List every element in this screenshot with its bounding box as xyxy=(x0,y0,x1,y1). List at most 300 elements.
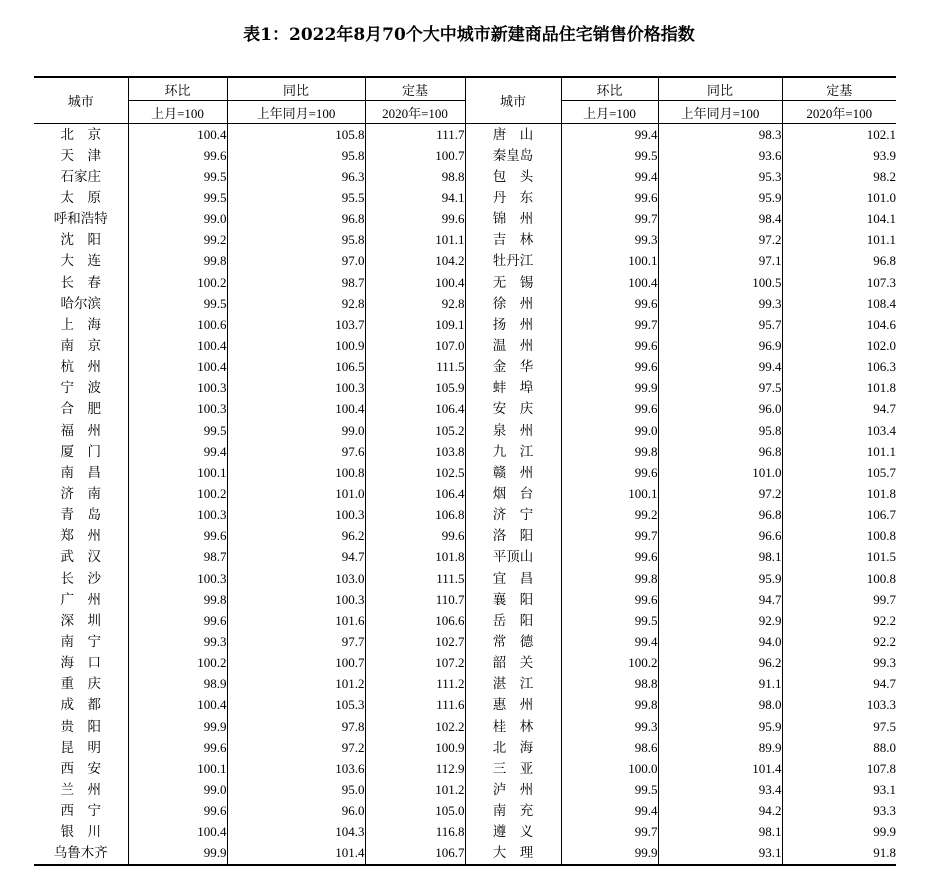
mom-value: 99.4 xyxy=(128,441,227,462)
city-name: 海 口 xyxy=(60,655,101,672)
mom-value: 100.1 xyxy=(561,251,658,272)
city-name: 九 江 xyxy=(465,441,561,462)
table-row xyxy=(34,166,896,187)
fixed-base-value: 92.8 xyxy=(365,293,465,314)
mom-value: 99.5 xyxy=(128,420,227,441)
yoy-value: 98.1 xyxy=(658,547,782,568)
mom-value: 99.6 xyxy=(561,293,658,314)
fixed-base-value: 104.1 xyxy=(782,209,896,230)
yoy-value: 99.3 xyxy=(658,293,782,314)
yoy-value: 96.2 xyxy=(227,526,365,547)
mom-value: 99.9 xyxy=(561,378,658,399)
mom-value: 99.8 xyxy=(561,568,658,589)
mom-value: 99.7 xyxy=(561,526,658,547)
yoy-value: 95.0 xyxy=(227,779,365,800)
fixed-base-value: 99.3 xyxy=(782,653,896,674)
fixed-base-value: 94.7 xyxy=(782,399,896,420)
yoy-value: 92.8 xyxy=(227,293,365,314)
city-name: 乌鲁木齐 xyxy=(34,843,128,865)
mom-value: 99.6 xyxy=(561,547,658,568)
table-row xyxy=(34,335,896,356)
city-name: 唐 山 xyxy=(465,124,561,146)
yoy-value: 104.3 xyxy=(227,822,365,843)
mom-value: 100.2 xyxy=(128,483,227,504)
table-row xyxy=(34,441,896,462)
mom-value: 100.2 xyxy=(128,653,227,674)
yoy-value: 96.8 xyxy=(658,441,782,462)
table-row xyxy=(34,378,896,399)
table-row xyxy=(34,272,896,293)
mom-value: 99.6 xyxy=(561,399,658,420)
city-name: 桂 林 xyxy=(465,716,561,737)
table-row xyxy=(34,758,896,779)
yoy-value: 96.6 xyxy=(658,526,782,547)
yoy-value: 101.0 xyxy=(658,462,782,483)
fixed-base-value: 92.2 xyxy=(782,631,896,652)
table-row xyxy=(34,124,896,146)
city-name: 青 岛 xyxy=(60,507,101,524)
city-name: 沈 阳 xyxy=(60,232,101,249)
city-name: 岳 阳 xyxy=(465,610,561,631)
yoy-value: 101.2 xyxy=(227,674,365,695)
mom-value: 99.7 xyxy=(561,209,658,230)
city-name: 丹 东 xyxy=(465,187,561,208)
mom-value: 100.3 xyxy=(128,505,227,526)
city-name: 吉 林 xyxy=(465,230,561,251)
yoy-value: 100.9 xyxy=(227,335,365,356)
city-name: 泸 州 xyxy=(465,779,561,800)
fixed-base-value: 106.3 xyxy=(782,357,896,378)
fixed-base-value: 88.0 xyxy=(782,737,896,758)
yoy-value: 97.2 xyxy=(227,737,365,758)
mom-value: 100.1 xyxy=(128,462,227,483)
mom-base-label: 上月=100 xyxy=(561,101,658,124)
fixed-base-value: 111.2 xyxy=(365,674,465,695)
fixed-base-label: 2020年=100 xyxy=(782,101,896,124)
mom-value: 99.4 xyxy=(561,166,658,187)
city-name: 济 南 xyxy=(60,485,101,502)
fixed-base-value: 101.1 xyxy=(782,230,896,251)
city-name: 深 圳 xyxy=(60,612,101,629)
mom-value: 99.6 xyxy=(561,335,658,356)
city-name: 天 津 xyxy=(60,147,101,164)
city-name: 福 州 xyxy=(60,422,101,439)
city-name: 秦皇岛 xyxy=(465,145,561,166)
city-name: 包 头 xyxy=(465,166,561,187)
yoy-value: 95.5 xyxy=(227,187,365,208)
yoy-value: 103.6 xyxy=(227,758,365,779)
table-row xyxy=(34,631,896,652)
yoy-value: 92.9 xyxy=(658,610,782,631)
mom-value: 99.5 xyxy=(561,610,658,631)
mom-value: 99.6 xyxy=(561,357,658,378)
fixed-base-value: 101.2 xyxy=(365,779,465,800)
fixed-base-value: 105.9 xyxy=(365,378,465,399)
yoy-value: 93.1 xyxy=(658,843,782,865)
fixed-base-label: 2020年=100 xyxy=(365,101,465,124)
yoy-value: 95.8 xyxy=(658,420,782,441)
mom-value: 99.8 xyxy=(561,441,658,462)
fixed-base-value: 106.4 xyxy=(365,399,465,420)
mom-value: 99.6 xyxy=(128,737,227,758)
city-name: 锦 州 xyxy=(465,209,561,230)
fixed-base-value: 106.7 xyxy=(782,505,896,526)
city-name: 北 京 xyxy=(60,126,101,143)
table-row xyxy=(34,568,896,589)
table-row xyxy=(34,187,896,208)
mom-value: 98.6 xyxy=(561,737,658,758)
mom-value: 99.7 xyxy=(561,314,658,335)
mom-value: 100.2 xyxy=(128,272,227,293)
yoy-value: 103.0 xyxy=(227,568,365,589)
yoy-value: 100.8 xyxy=(227,462,365,483)
table-row xyxy=(34,230,896,251)
yoy-value: 94.0 xyxy=(658,631,782,652)
table-row xyxy=(34,314,896,335)
fixed-base-value: 110.7 xyxy=(365,589,465,610)
yoy-value: 95.8 xyxy=(227,145,365,166)
fixed-base-value: 92.2 xyxy=(782,610,896,631)
fixed-base-value: 116.8 xyxy=(365,822,465,843)
yoy-value: 95.9 xyxy=(658,187,782,208)
yoy-value: 105.3 xyxy=(227,695,365,716)
yoy-base-label: 上年同月=100 xyxy=(227,101,365,124)
city-name: 南 充 xyxy=(465,801,561,822)
yoy-value: 100.7 xyxy=(227,653,365,674)
mom-value: 99.9 xyxy=(561,843,658,865)
fixed-base-value: 103.4 xyxy=(782,420,896,441)
mom-value: 99.3 xyxy=(128,631,227,652)
yoy-value: 96.8 xyxy=(227,209,365,230)
fixed-base-value: 107.8 xyxy=(782,758,896,779)
yoy-value: 99.4 xyxy=(658,357,782,378)
mom-value: 98.8 xyxy=(561,674,658,695)
fixed-base-value: 93.3 xyxy=(782,801,896,822)
city-name: 昆 明 xyxy=(60,739,101,756)
yoy-value: 91.1 xyxy=(658,674,782,695)
mom-value: 99.6 xyxy=(128,526,227,547)
fixed-base-value: 102.1 xyxy=(782,124,896,146)
fixed-base-value: 111.5 xyxy=(365,568,465,589)
yoy-value: 94.7 xyxy=(658,589,782,610)
city-name: 合 肥 xyxy=(60,401,101,418)
table-row xyxy=(34,822,896,843)
fixed-base-value: 96.8 xyxy=(782,251,896,272)
table-row xyxy=(34,695,896,716)
mom-value: 99.6 xyxy=(128,801,227,822)
fixed-base-value: 99.9 xyxy=(782,822,896,843)
mom-value: 99.0 xyxy=(128,209,227,230)
yoy-value: 95.9 xyxy=(658,716,782,737)
city-name: 上 海 xyxy=(60,316,101,333)
fixed-base-value: 111.6 xyxy=(365,695,465,716)
table-row xyxy=(34,547,896,568)
mom-value: 99.5 xyxy=(128,293,227,314)
fixed-base-value: 101.8 xyxy=(365,547,465,568)
table-row xyxy=(34,399,896,420)
city-name: 韶 关 xyxy=(465,653,561,674)
mom-value: 99.6 xyxy=(561,462,658,483)
yoy-value: 100.3 xyxy=(227,505,365,526)
fixed-base-value: 111.7 xyxy=(365,124,465,146)
yoy-value: 96.2 xyxy=(658,653,782,674)
city-name: 哈尔滨 xyxy=(60,295,101,312)
city-name: 惠 州 xyxy=(465,695,561,716)
city-name: 兰 州 xyxy=(60,781,101,798)
yoy-value: 97.5 xyxy=(658,378,782,399)
city-name: 济 宁 xyxy=(465,505,561,526)
fixed-base-value: 101.0 xyxy=(782,187,896,208)
price-index-table xyxy=(34,76,896,866)
fixed-base-value: 100.7 xyxy=(365,145,465,166)
mom-value: 100.1 xyxy=(128,758,227,779)
city-name: 徐 州 xyxy=(465,293,561,314)
mom-value: 100.2 xyxy=(561,653,658,674)
fixed-base-value: 108.4 xyxy=(782,293,896,314)
city-name: 南 宁 xyxy=(60,633,101,650)
city-name: 宜 昌 xyxy=(465,568,561,589)
fixed-base-value: 104.6 xyxy=(782,314,896,335)
fixed-base-value: 101.1 xyxy=(365,230,465,251)
fixed-base-value: 112.9 xyxy=(365,758,465,779)
mom-value: 99.6 xyxy=(561,187,658,208)
city-name: 北 海 xyxy=(465,737,561,758)
fixed-base-value: 93.9 xyxy=(782,145,896,166)
mom-value: 99.5 xyxy=(128,187,227,208)
mom-value: 99.8 xyxy=(561,695,658,716)
mom-value: 100.3 xyxy=(128,378,227,399)
mom-value: 99.3 xyxy=(561,230,658,251)
yoy-value: 98.0 xyxy=(658,695,782,716)
city-name: 西 安 xyxy=(60,760,101,777)
fixed-base-value: 106.7 xyxy=(365,843,465,865)
table-row xyxy=(34,674,896,695)
yoy-value: 101.4 xyxy=(227,843,365,865)
city-name: 安 庆 xyxy=(465,399,561,420)
city-name: 石家庄 xyxy=(60,168,101,185)
city-name: 扬 州 xyxy=(465,314,561,335)
mom-value: 99.0 xyxy=(561,420,658,441)
mom-column-header: 环比 xyxy=(128,77,227,101)
fixed-base-value: 101.1 xyxy=(782,441,896,462)
fixed-base-value: 99.6 xyxy=(365,526,465,547)
yoy-value: 93.6 xyxy=(658,145,782,166)
fixed-base-value: 103.3 xyxy=(782,695,896,716)
mom-value: 98.7 xyxy=(128,547,227,568)
yoy-value: 97.0 xyxy=(227,251,365,272)
mom-value: 99.9 xyxy=(128,843,227,865)
fixed-base-value: 105.7 xyxy=(782,462,896,483)
yoy-value: 95.3 xyxy=(658,166,782,187)
city-name: 常 德 xyxy=(465,631,561,652)
fixed-base-value: 101.8 xyxy=(782,378,896,399)
fixed-base-value: 107.0 xyxy=(365,335,465,356)
mom-value: 99.9 xyxy=(128,716,227,737)
fixed-base-value: 101.5 xyxy=(782,547,896,568)
yoy-value: 96.9 xyxy=(658,335,782,356)
yoy-value: 95.7 xyxy=(658,314,782,335)
mom-value: 100.0 xyxy=(561,758,658,779)
city-name: 长 沙 xyxy=(60,570,101,587)
mom-value: 100.3 xyxy=(128,399,227,420)
table-row xyxy=(34,145,896,166)
table-row xyxy=(34,357,896,378)
table-row xyxy=(34,209,896,230)
yoy-value: 94.2 xyxy=(658,801,782,822)
fixed-base-value: 111.5 xyxy=(365,357,465,378)
city-name: 牡丹江 xyxy=(465,251,561,272)
table-title: 表1：2022年8月70个大中城市新建商品住宅销售价格指数 xyxy=(243,25,695,45)
mom-value: 100.4 xyxy=(128,357,227,378)
city-name: 成 都 xyxy=(60,697,101,714)
yoy-value: 101.4 xyxy=(658,758,782,779)
mom-value: 100.4 xyxy=(128,124,227,146)
yoy-value: 100.3 xyxy=(227,589,365,610)
table-row xyxy=(34,251,896,272)
mom-value: 99.7 xyxy=(561,822,658,843)
fixed-base-column-header: 定基 xyxy=(782,77,896,101)
table-row xyxy=(34,505,896,526)
city-name: 厦 门 xyxy=(60,443,101,460)
mom-value: 99.5 xyxy=(561,145,658,166)
yoy-value: 95.9 xyxy=(658,568,782,589)
mom-value: 100.6 xyxy=(128,314,227,335)
city-name: 大 理 xyxy=(465,843,561,865)
city-name: 金 华 xyxy=(465,357,561,378)
yoy-value: 97.2 xyxy=(658,483,782,504)
city-name: 长 春 xyxy=(60,274,101,291)
mom-value: 100.4 xyxy=(128,822,227,843)
fixed-base-value: 91.8 xyxy=(782,843,896,865)
table-row xyxy=(34,801,896,822)
yoy-column-header: 同比 xyxy=(658,77,782,101)
city-name: 广 州 xyxy=(60,591,101,608)
fixed-base-value: 102.0 xyxy=(782,335,896,356)
fixed-base-value: 94.1 xyxy=(365,187,465,208)
mom-value: 99.4 xyxy=(561,124,658,146)
yoy-value: 98.4 xyxy=(658,209,782,230)
table-row xyxy=(34,526,896,547)
city-name: 宁 波 xyxy=(60,380,101,397)
mom-value: 100.4 xyxy=(128,695,227,716)
yoy-value: 100.3 xyxy=(227,378,365,399)
yoy-column-header: 同比 xyxy=(227,77,365,101)
table-row xyxy=(34,589,896,610)
fixed-base-value: 99.6 xyxy=(365,209,465,230)
fixed-base-value: 100.8 xyxy=(782,568,896,589)
mom-value: 99.4 xyxy=(561,801,658,822)
yoy-base-label: 上年同月=100 xyxy=(658,101,782,124)
fixed-base-value: 104.2 xyxy=(365,251,465,272)
city-name: 襄 阳 xyxy=(465,589,561,610)
yoy-value: 103.7 xyxy=(227,314,365,335)
city-column-header: 城市 xyxy=(465,77,561,124)
fixed-base-value: 103.8 xyxy=(365,441,465,462)
table-row xyxy=(34,843,896,865)
city-name: 郑 州 xyxy=(60,528,101,545)
table-row xyxy=(34,462,896,483)
fixed-base-value: 102.7 xyxy=(365,631,465,652)
yoy-value: 96.0 xyxy=(227,801,365,822)
table-row xyxy=(34,420,896,441)
fixed-base-value: 100.9 xyxy=(365,737,465,758)
mom-value: 99.2 xyxy=(561,505,658,526)
mom-value: 100.4 xyxy=(561,272,658,293)
yoy-value: 93.4 xyxy=(658,779,782,800)
mom-base-label: 上月=100 xyxy=(128,101,227,124)
fixed-base-value: 105.2 xyxy=(365,420,465,441)
fixed-base-value: 93.1 xyxy=(782,779,896,800)
city-name: 赣 州 xyxy=(465,462,561,483)
city-name: 武 汉 xyxy=(60,549,101,566)
city-name: 呼和浩特 xyxy=(53,211,108,228)
fixed-base-value: 99.7 xyxy=(782,589,896,610)
table-row xyxy=(34,653,896,674)
fixed-base-value: 98.8 xyxy=(365,166,465,187)
yoy-value: 97.8 xyxy=(227,716,365,737)
fixed-base-value: 98.2 xyxy=(782,166,896,187)
city-name: 大 连 xyxy=(60,253,101,270)
yoy-value: 94.7 xyxy=(227,547,365,568)
city-name: 杭 州 xyxy=(60,359,101,376)
city-name: 贵 阳 xyxy=(60,718,101,735)
yoy-value: 98.7 xyxy=(227,272,365,293)
mom-value: 99.3 xyxy=(561,716,658,737)
yoy-value: 98.3 xyxy=(658,124,782,146)
city-name: 泉 州 xyxy=(465,420,561,441)
yoy-value: 97.2 xyxy=(658,230,782,251)
yoy-value: 99.0 xyxy=(227,420,365,441)
fixed-base-column-header: 定基 xyxy=(365,77,465,101)
yoy-value: 97.1 xyxy=(658,251,782,272)
city-name: 烟 台 xyxy=(465,483,561,504)
city-name: 洛 阳 xyxy=(465,526,561,547)
mom-value: 100.4 xyxy=(128,335,227,356)
yoy-value: 100.4 xyxy=(227,399,365,420)
mom-value: 99.2 xyxy=(128,230,227,251)
yoy-value: 96.8 xyxy=(658,505,782,526)
fixed-base-value: 94.7 xyxy=(782,674,896,695)
table-row xyxy=(34,483,896,504)
city-name: 重 庆 xyxy=(60,676,101,693)
yoy-value: 97.6 xyxy=(227,441,365,462)
yoy-value: 95.8 xyxy=(227,230,365,251)
mom-column-header: 环比 xyxy=(561,77,658,101)
mom-value: 99.8 xyxy=(128,589,227,610)
fixed-base-value: 102.5 xyxy=(365,462,465,483)
fixed-base-value: 106.4 xyxy=(365,483,465,504)
fixed-base-value: 106.6 xyxy=(365,610,465,631)
fixed-base-value: 97.5 xyxy=(782,716,896,737)
city-name: 三 亚 xyxy=(465,758,561,779)
yoy-value: 100.5 xyxy=(658,272,782,293)
fixed-base-value: 109.1 xyxy=(365,314,465,335)
city-name: 西 宁 xyxy=(60,803,101,820)
mom-value: 99.6 xyxy=(561,589,658,610)
table-row xyxy=(34,610,896,631)
table-row xyxy=(34,716,896,737)
city-name: 温 州 xyxy=(465,335,561,356)
fixed-base-value: 101.8 xyxy=(782,483,896,504)
mom-value: 99.0 xyxy=(128,779,227,800)
fixed-base-value: 100.4 xyxy=(365,272,465,293)
fixed-base-value: 105.0 xyxy=(365,801,465,822)
table-row xyxy=(34,779,896,800)
city-name: 南 昌 xyxy=(60,464,101,481)
yoy-value: 96.3 xyxy=(227,166,365,187)
mom-value: 99.5 xyxy=(128,166,227,187)
mom-value: 99.6 xyxy=(128,145,227,166)
